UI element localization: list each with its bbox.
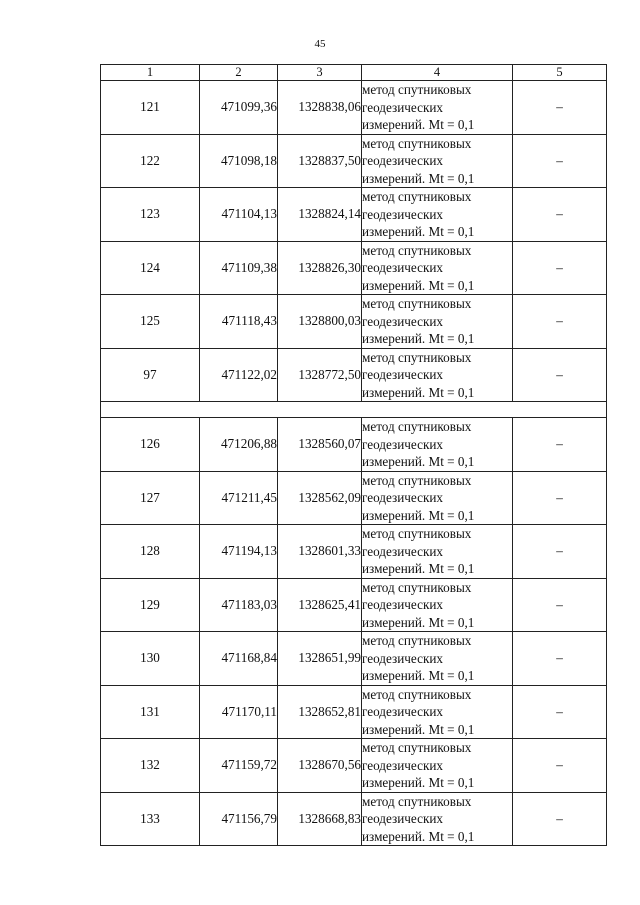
table-row	[101, 134, 607, 188]
method-cell	[362, 792, 513, 846]
note-cell: –	[513, 134, 607, 188]
method-cell	[362, 134, 513, 188]
method-text-line: метод спутниковых	[362, 579, 472, 595]
method-text-line: метод спутниковых	[362, 419, 472, 434]
page-number: 45	[314, 38, 326, 50]
method-text-line: метод спутниковых	[362, 793, 472, 809]
method-text-line: метод спутниковых	[362, 740, 472, 755]
method-text-line: измерений. Mt = 0,1	[362, 775, 475, 790]
coordinates-table-body	[101, 65, 607, 846]
point-number-cell: 130	[101, 632, 200, 686]
y-coordinate-cell: 1328838,06	[278, 81, 362, 135]
point-number-cell: 132	[101, 739, 200, 793]
x-coordinate-cell: 471159,72	[200, 739, 278, 793]
table-row	[101, 241, 607, 295]
method-text-line: метод спутниковых	[362, 296, 472, 311]
method-text-line: геодезических	[362, 704, 444, 719]
table-row	[101, 81, 607, 135]
method-text-line: геодезических	[362, 543, 444, 559]
method-text-line: геодезических	[362, 313, 444, 329]
point-number-cell: 97	[101, 348, 200, 402]
method-text-line: измерений. Mt = 0,1	[362, 277, 475, 293]
x-coordinate-cell: 471211,45	[200, 471, 278, 525]
point-number-cell: 128	[101, 525, 200, 579]
method-cell	[362, 525, 513, 579]
column-header: 4	[362, 65, 513, 81]
point-number-cell: 121	[101, 81, 200, 135]
note-cell: –	[513, 241, 607, 295]
table-row	[101, 525, 607, 579]
method-cell	[362, 81, 513, 135]
table-row	[101, 685, 607, 739]
point-number-cell: 126	[101, 418, 200, 472]
y-coordinate-cell: 1328826,30	[278, 241, 362, 295]
x-coordinate-cell: 471170,11	[200, 685, 278, 739]
x-coordinate-cell: 471156,79	[200, 792, 278, 846]
point-number-cell: 133	[101, 792, 200, 846]
y-coordinate-cell: 1328562,09	[278, 471, 362, 525]
column-header: 5	[513, 65, 607, 81]
separator-cell	[101, 402, 607, 418]
method-text-line: измерений. Mt = 0,1	[362, 721, 475, 737]
method-cell	[362, 348, 513, 402]
method-cell	[362, 295, 513, 349]
point-number-cell: 129	[101, 578, 200, 632]
note-cell: –	[513, 685, 607, 739]
y-coordinate-cell: 1328560,07	[278, 418, 362, 472]
point-number-cell: 127	[101, 471, 200, 525]
header-row	[101, 65, 607, 81]
note-cell: –	[513, 739, 607, 793]
method-text-line: метод спутниковых	[362, 526, 472, 541]
table-row	[101, 188, 607, 242]
point-number-cell: 131	[101, 685, 200, 739]
x-coordinate-cell: 471206,88	[200, 418, 278, 472]
note-cell: –	[513, 792, 607, 846]
x-coordinate-cell: 471104,13	[200, 188, 278, 242]
y-coordinate-cell: 1328651,99	[278, 632, 362, 686]
y-coordinate-cell: 1328837,50	[278, 134, 362, 188]
y-coordinate-cell: 1328670,56	[278, 739, 362, 793]
method-text-line: измерений. Mt = 0,1	[362, 561, 475, 576]
note-cell: –	[513, 188, 607, 242]
method-cell	[362, 471, 513, 525]
method-text-line: измерений. Mt = 0,1	[362, 384, 475, 400]
method-cell	[362, 685, 513, 739]
table-row	[101, 632, 607, 686]
method-cell	[362, 418, 513, 472]
method-text-line: метод спутниковых	[362, 633, 472, 648]
coordinates-table	[100, 64, 607, 846]
x-coordinate-cell: 471118,43	[200, 295, 278, 349]
y-coordinate-cell: 1328668,83	[278, 792, 362, 846]
point-number-cell: 125	[101, 295, 200, 349]
table-row	[101, 471, 607, 525]
method-text-line: метод спутниковых	[362, 349, 472, 365]
point-number-cell: 122	[101, 134, 200, 188]
note-cell: –	[513, 295, 607, 349]
x-coordinate-cell: 471098,18	[200, 134, 278, 188]
point-number-cell: 124	[101, 241, 200, 295]
method-text-line: геодезических	[362, 99, 444, 115]
column-header: 3	[278, 65, 362, 81]
method-text-line: метод спутниковых	[362, 686, 472, 702]
method-text-line: геодезических	[362, 436, 444, 452]
y-coordinate-cell: 1328625,41	[278, 578, 362, 632]
method-text-line: измерений. Mt = 0,1	[362, 614, 475, 630]
table-row	[101, 295, 607, 349]
method-text-line: измерений. Mt = 0,1	[362, 117, 475, 132]
x-coordinate-cell: 471099,36	[200, 81, 278, 135]
note-cell: –	[513, 81, 607, 135]
table-row	[101, 578, 607, 632]
table-row	[101, 418, 607, 472]
method-text-line: геодезических	[362, 811, 444, 826]
method-text-line: измерений. Mt = 0,1	[362, 507, 475, 523]
x-coordinate-cell: 471122,02	[200, 348, 278, 402]
x-coordinate-cell: 471109,38	[200, 241, 278, 295]
note-cell: –	[513, 471, 607, 525]
x-coordinate-cell: 471168,84	[200, 632, 278, 686]
method-text-line: геодезических	[362, 153, 444, 168]
note-cell: –	[513, 348, 607, 402]
method-text-line: измерений. Mt = 0,1	[362, 828, 475, 844]
table-row	[101, 792, 607, 846]
method-text-line: геодезических	[362, 260, 444, 275]
y-coordinate-cell: 1328824,14	[278, 188, 362, 242]
table-row	[101, 739, 607, 793]
method-text-line: измерений. Mt = 0,1	[362, 668, 475, 683]
method-cell	[362, 739, 513, 793]
method-text-line: геодезических	[362, 367, 444, 382]
method-cell	[362, 188, 513, 242]
method-text-line: измерений. Mt = 0,1	[362, 224, 475, 239]
method-text-line: метод спутниковых	[362, 242, 472, 258]
method-text-line: метод спутниковых	[362, 82, 472, 97]
y-coordinate-cell: 1328601,33	[278, 525, 362, 579]
table-row	[101, 348, 607, 402]
method-text-line: измерений. Mt = 0,1	[362, 331, 475, 346]
method-text-line: измерений. Mt = 0,1	[362, 170, 475, 186]
method-text-line: измерений. Mt = 0,1	[362, 454, 475, 469]
column-header: 2	[200, 65, 278, 81]
y-coordinate-cell: 1328800,03	[278, 295, 362, 349]
note-cell: –	[513, 525, 607, 579]
method-cell	[362, 578, 513, 632]
note-cell: –	[513, 578, 607, 632]
method-text-line: геодезических	[362, 206, 444, 222]
method-cell	[362, 632, 513, 686]
method-cell	[362, 241, 513, 295]
method-text-line: метод спутниковых	[362, 189, 472, 204]
method-text-line: геодезических	[362, 757, 444, 773]
y-coordinate-cell: 1328772,50	[278, 348, 362, 402]
x-coordinate-cell: 471194,13	[200, 525, 278, 579]
note-cell: –	[513, 632, 607, 686]
method-text-line: геодезических	[362, 597, 444, 612]
method-text-line: метод спутниковых	[362, 135, 472, 151]
column-header: 1	[101, 65, 200, 81]
point-number-cell: 123	[101, 188, 200, 242]
x-coordinate-cell: 471183,03	[200, 578, 278, 632]
section-separator-row	[101, 402, 607, 418]
method-text-line: метод спутниковых	[362, 472, 472, 488]
method-text-line: геодезических	[362, 490, 444, 505]
note-cell: –	[513, 418, 607, 472]
method-text-line: геодезических	[362, 650, 444, 666]
y-coordinate-cell: 1328652,81	[278, 685, 362, 739]
